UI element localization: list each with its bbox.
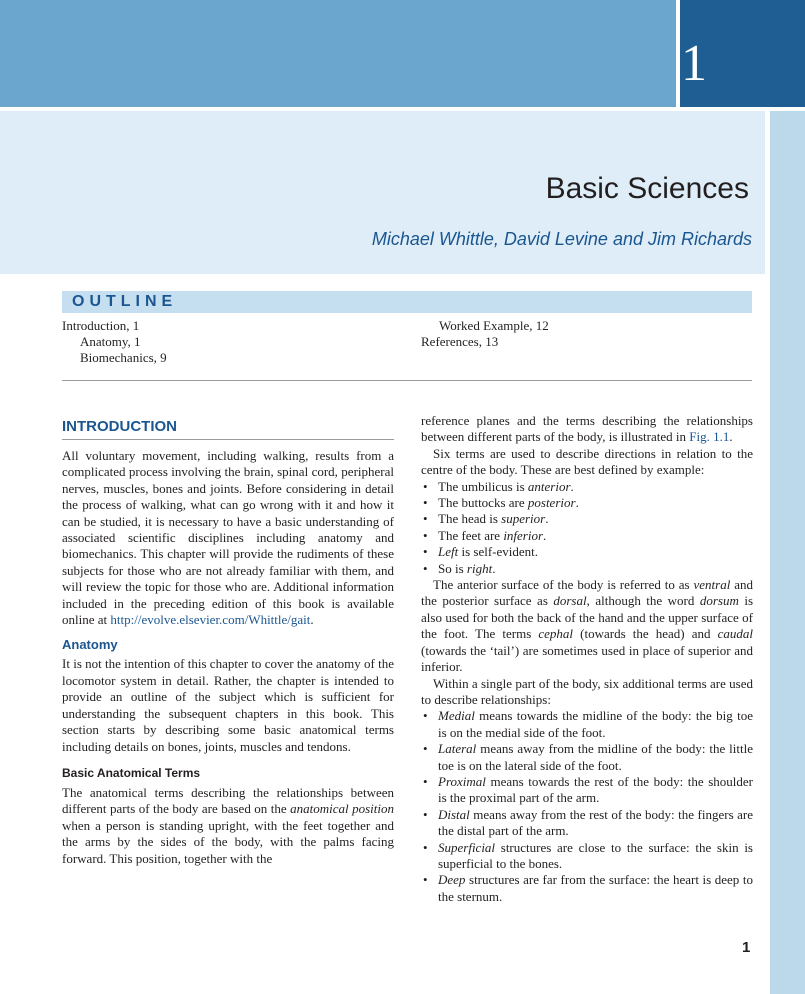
- list-item: • Superficial structures are close to the surface: the skin is superficial to the bones.: [421, 840, 753, 873]
- list-item: • Distal means away from the rest of the body: the fingers are the distal part of the arm.: [421, 807, 753, 840]
- outline-item-anatomy[interactable]: Anatomy, 1: [80, 334, 141, 349]
- evolve-link[interactable]: http://evolve.elsevier.com/Whittle/gait: [110, 612, 311, 628]
- chapter-title: Basic Sciences: [545, 172, 749, 205]
- outline-divider: [62, 380, 752, 381]
- list-item: • Proximal means towards the rest of the body: the shoulder is the proximal part of the arm.: [421, 774, 753, 807]
- intro-end: .: [310, 612, 314, 628]
- outline-item-references[interactable]: References, 13: [421, 334, 499, 349]
- outline-label: OUTLINE: [72, 293, 178, 310]
- introduction-rule: [62, 439, 394, 440]
- terms-paragraph: [62, 785, 394, 867]
- intro-text: All voluntary movement, including walking, results from a complicated process involving the brain, spinal cord, peripheral nerves, muscles, bones and joints. Before considering in detail the process of walking, what can go wrong with it and how it can be studied, it is necessary to have a basic understanding of associated scientific disciplines including anatomy and biomechanics. This chapter will provide the rudiments of these subjects for those who are not already familiar with them, and will review the topic for those who are. Additional information included in the preceding edition of this book is available online at: [62, 448, 394, 628]
- basic-anatomical-terms-heading: Basic Anatomical Terms: [62, 765, 201, 780]
- list-item: • The umbilicus is anterior.: [421, 479, 753, 495]
- outline-item-worked-example[interactable]: Worked Example, 12: [439, 318, 549, 333]
- side-strip: [770, 111, 805, 994]
- within-paragraph: Within a single part of the body, six additional terms are used to describe relationships:: [421, 675, 753, 707]
- right-column: [421, 413, 753, 905]
- cont-end: .: [729, 429, 733, 445]
- anatomy-paragraph: It is not the intention of this chapter to cover the anatomy of the locomotor system in detail. Rather, the chapter is intended to provide an outline of the subject which is sufficient for understanding the subsequent chapters in this book. This section starts by describing some basic anatomical terms including details on bones, joints, muscles and tendons.: [62, 656, 394, 754]
- six-terms-paragraph: Six terms are used to describe directions in relation to the centre of the body. These are best defined by example:: [421, 445, 753, 478]
- list-item: • Medial means towards the midline of the body: the big toe is on the medial side of the foot.: [421, 708, 753, 741]
- list-item: • Lateral means away from the midline of the body: the little toe is on the lateral side of the foot.: [421, 741, 753, 774]
- left-column: [62, 417, 394, 867]
- terms-em: anatomical position: [290, 801, 394, 817]
- outline-item-introduction[interactable]: Introduction, 1: [62, 318, 140, 333]
- surface-paragraph: The anterior surface of the body is referred to as ventral and the posterior surface as dorsal, although the word dorsum is also used for both the back of the hand and the upper surface of the foot. The terms cephal (towards the head) and caudal (towards the ‘tail’) are sometimes used in place of superior and inferior.: [421, 577, 754, 675]
- relation-terms-list: [421, 708, 753, 905]
- terms-text-a: The anatomical terms describing the relationships between different parts of the body are based on the: [62, 784, 394, 817]
- direction-terms-list: [421, 479, 753, 577]
- header-band: [0, 0, 676, 107]
- list-item: • So is right.: [421, 561, 753, 577]
- list-item: • The feet are inferior.: [421, 528, 753, 544]
- fig-1-1-link[interactable]: Fig. 1.1: [689, 429, 730, 445]
- list-item: • Left is self-evident.: [421, 544, 753, 560]
- introduction-paragraph: [62, 448, 394, 628]
- list-item: • The buttocks are posterior.: [421, 495, 753, 511]
- cont-text: reference planes and the terms describing the relationships between different parts of the body, is illustrated in: [421, 413, 753, 445]
- terms-text-b: when a person is standing upright, with the feet together and the arms by the sides of the body, with the palms facing forward. This position, together with the: [62, 817, 394, 866]
- outline-item-biomechanics[interactable]: Biomechanics, 9: [80, 350, 167, 365]
- chapter-number: 1: [681, 35, 707, 92]
- anatomy-heading: Anatomy: [62, 637, 118, 653]
- list-item: • The head is superior.: [421, 511, 753, 527]
- page-number: 1: [742, 939, 751, 956]
- list-item: • Deep structures are far from the surface: the heart is deep to the sternum.: [421, 872, 753, 905]
- continued-paragraph: [421, 413, 753, 446]
- chapter-authors: Michael Whittle, David Levine and Jim Richards: [371, 229, 752, 249]
- introduction-heading: INTRODUCTION: [62, 418, 177, 435]
